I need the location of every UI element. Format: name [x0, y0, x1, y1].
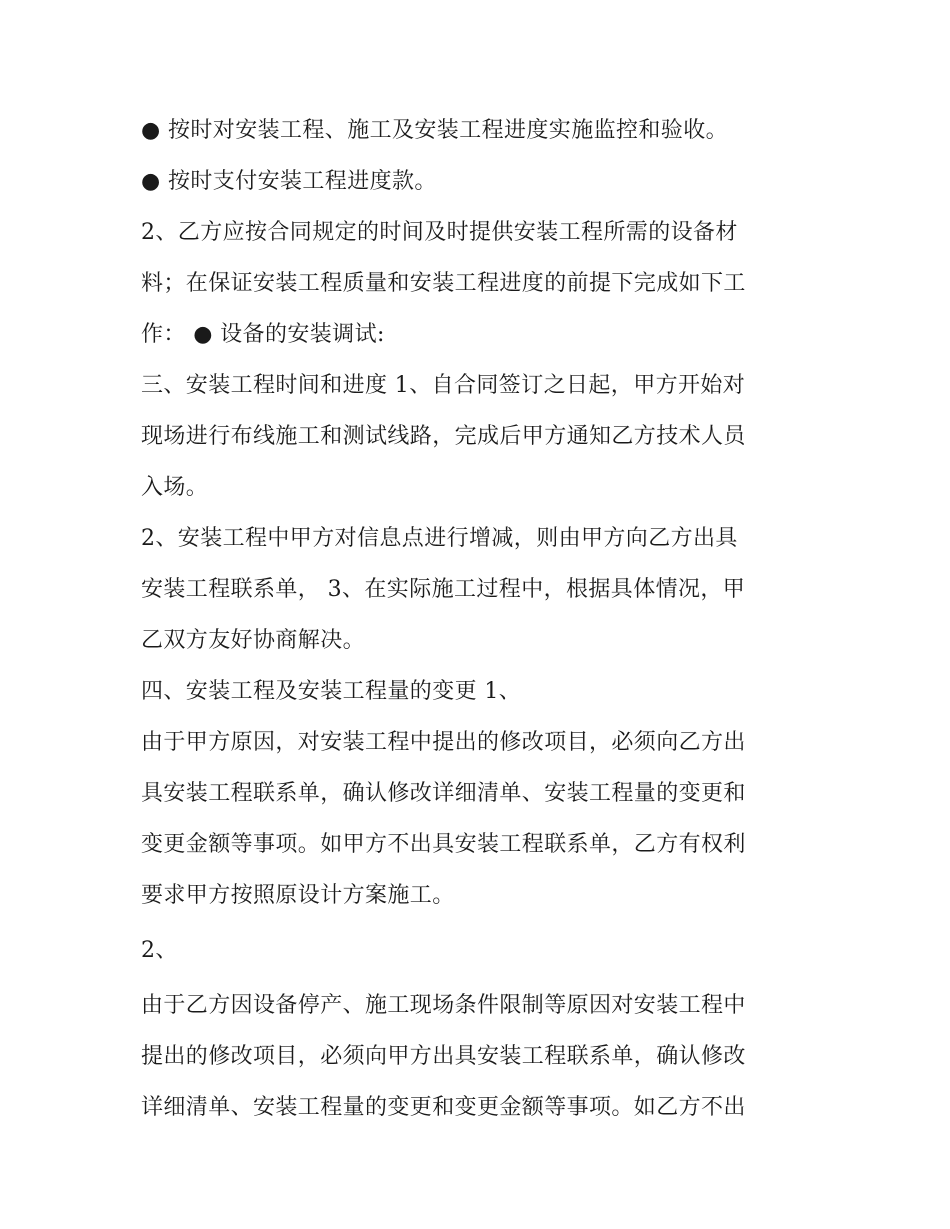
document-body [141, 105, 821, 1133]
text-line: 要求甲方按照原设计方案施工。 [141, 883, 455, 908]
text-line: 现场进行布线施工和测试线路，完成后甲方通知乙方技术人员 [141, 424, 746, 449]
text-line: 详细清单、安装工程量的变更和变更金额等事项。如乙方不出 [141, 1095, 746, 1120]
text-line: ● 按时支付安装工程进度款。 [141, 169, 437, 194]
text-line: 入场。 [141, 475, 209, 500]
text-line: 提出的修改项目，必须向甲方出具安装工程联系单，确认修改 [141, 1044, 746, 1069]
text-line: 由于乙方因设备停产、施工现场条件限制等原因对安装工程中 [141, 993, 746, 1018]
text-line: 2、安装工程中甲方对信息点进行增减，则由甲方向乙方出具 [141, 526, 738, 551]
text-line: 乙双方友好协商解决。 [141, 628, 366, 653]
text-line: 作： ● 设备的安装调试: [141, 322, 385, 347]
text-line: 变更金额等事项。如甲方不出具安装工程联系单，乙方有权利 [141, 832, 746, 857]
text-line: 安装工程联系单， 3、在实际施工过程中，根据具体情况，甲 [141, 577, 746, 602]
text-line: 2、 [141, 938, 178, 963]
text-line: 具安装工程联系单，确认修改详细清单、安装工程量的变更和 [141, 781, 746, 806]
text-line: 四、安装工程及安装工程量的变更 1、 [141, 679, 522, 704]
text-line: ● 按时对安装工程、施工及安装工程进度实施监控和验收。 [141, 118, 728, 143]
text-line: 2、乙方应按合同规定的时间及时提供安装工程所需的设备材 [141, 220, 738, 245]
text-line: 料；在保证安装工程质量和安装工程进度的前提下完成如下工 [141, 271, 746, 296]
text-line: 由于甲方原因，对安装工程中提出的修改项目，必须向乙方出 [141, 730, 746, 755]
text-line: 三、安装工程时间和进度 1、自合同签订之日起，甲方开始对 [141, 373, 746, 398]
